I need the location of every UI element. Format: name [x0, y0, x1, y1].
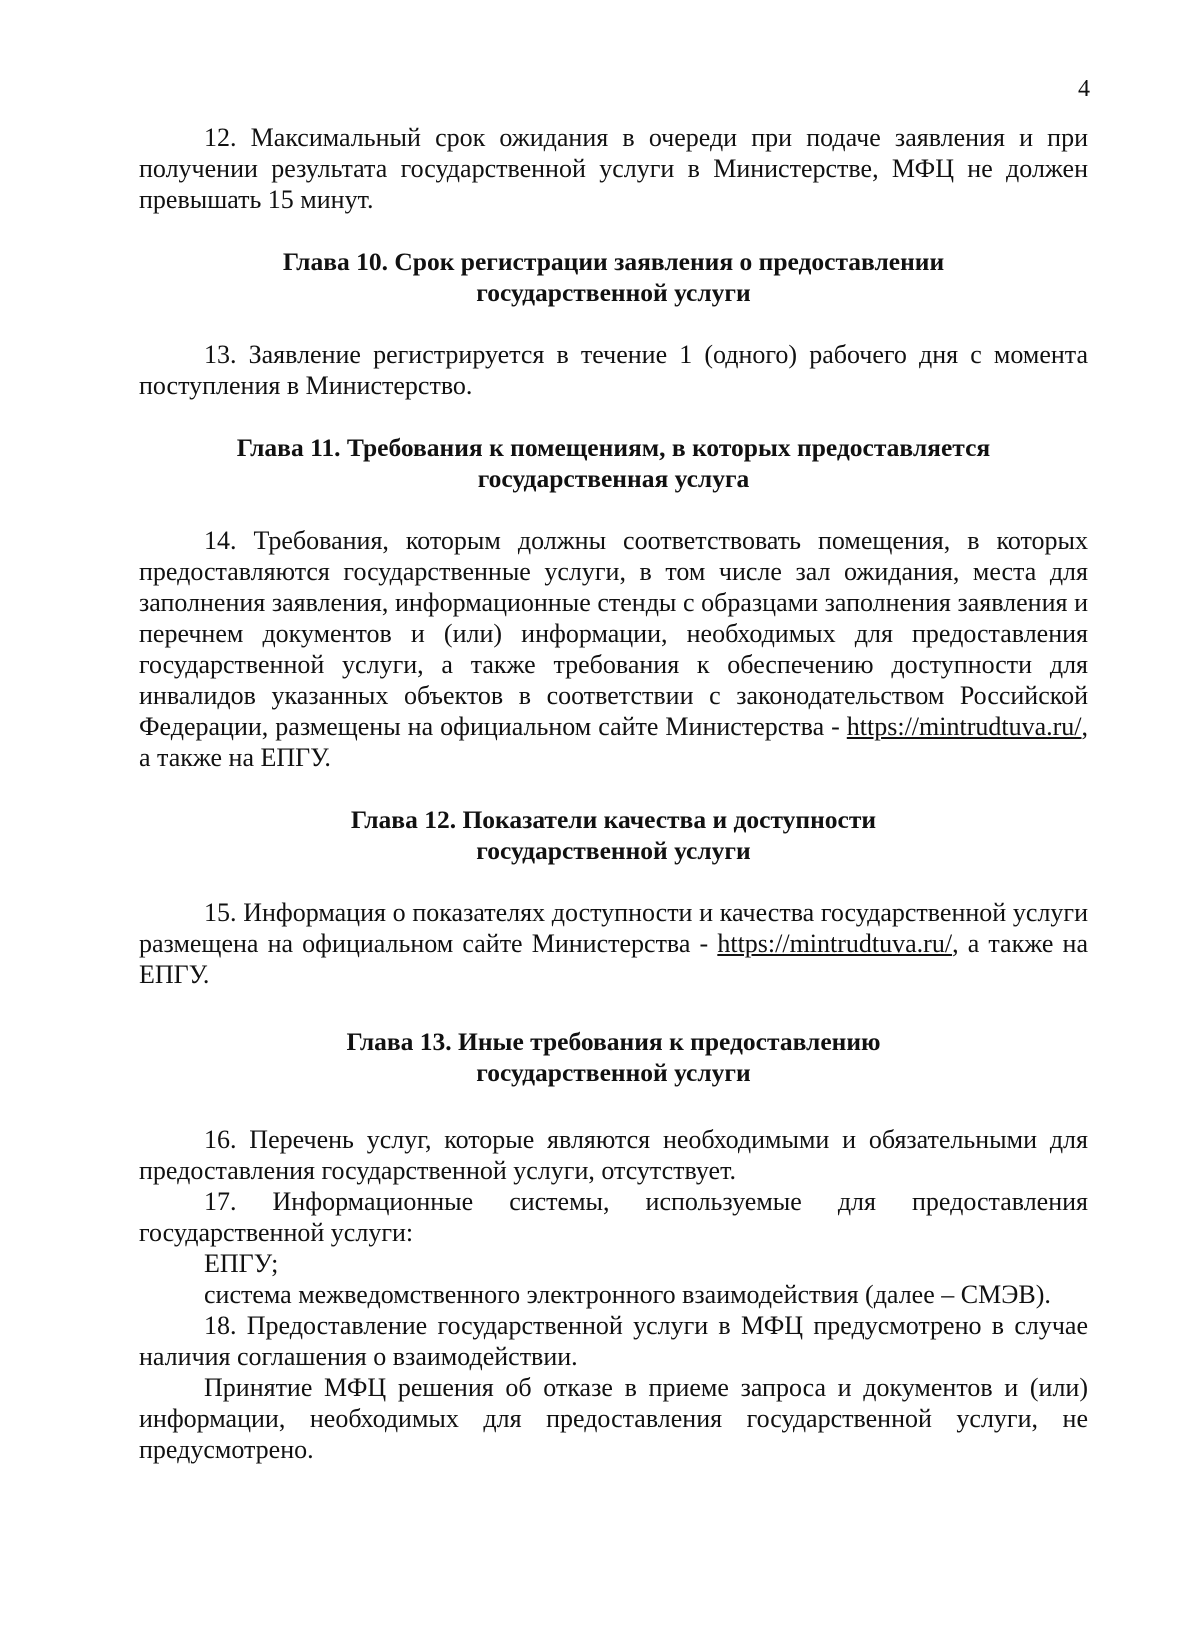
page-number: 4: [1078, 76, 1090, 102]
paragraph-12: 12. Максимальный срок ожидания в очереди при подаче заявления и при получении результата государственной услуги в Министерстве, МФЦ не должен превышать 15 минут.: [139, 123, 1088, 214]
paragraph-17-item-smev: система межведомственного электронного взаимодействия (далее – СМЭВ).: [204, 1280, 1051, 1309]
paragraph-15-tail: , а также на ЕПГУ.: [139, 929, 1088, 989]
paragraph-14-tail: , а также на ЕПГУ.: [139, 712, 1088, 772]
paragraph-16: 16. Перечень услуг, которые являются необходимыми и обязательными для предоставления государственной услуги, отсутствует.: [139, 1125, 1088, 1185]
chapter-12-heading-line2: государственной услуги: [476, 836, 751, 865]
chapter-12-heading-line1: Глава 12. Показатели качества и доступности: [350, 805, 877, 834]
chapter-13-heading: [139, 1026, 1088, 1088]
chapter-10-heading-line1: Глава 10. Срок регистрации заявления о предоставлении: [282, 247, 945, 276]
chapter-11-heading-line2: государственная услуга: [477, 464, 750, 493]
paragraph-17-item-epgu: ЕПГУ;: [204, 1249, 279, 1278]
paragraph-18-second: Принятие МФЦ решения об отказе в приеме запроса и документов и (или) информации, необходимых для предоставления государственной услуги, не предусмотрено.: [139, 1373, 1088, 1464]
paragraph-14: [139, 525, 1088, 773]
chapter-10-heading-line2: государственной услуги: [476, 278, 751, 307]
paragraph-17: 17. Информационные системы, используемые для предоставления государственной услуги:: [139, 1187, 1088, 1247]
paragraph-15: [139, 897, 1088, 990]
ministry-website-link-2[interactable]: https://mintrudtuva.ru/: [717, 929, 953, 958]
paragraph-14-text: 14. Требования, которым должны соответствовать помещения, в которых предоставляются государственные услуги, в том числе зал ожидания, места для заполнения заявления, информационные стенды с образцами заполнения заявления и перечнем документов и (или) информации, необходимых для предоставления государственной услуги, а также требования к обеспечению доступности для инвалидов указанных объектов в соответствии с законодательством Российской Федерации, размещены на официальном сайте Министерства -: [139, 526, 1088, 741]
chapter-10-heading: [139, 246, 1088, 308]
chapter-13-heading-line1: Глава 13. Иные требования к предоставлению: [346, 1027, 881, 1056]
document-body: [139, 122, 1088, 1465]
ministry-website-link[interactable]: https://mintrudtuva.ru/: [846, 712, 1082, 741]
chapter-11-heading-line1: Глава 11. Требования к помещениям, в которых предоставляется: [236, 433, 991, 462]
chapter-13-heading-line2: государственной услуги: [476, 1058, 751, 1087]
chapter-11-heading: [139, 432, 1088, 494]
chapter-12-heading: [139, 804, 1088, 866]
paragraph-13: 13. Заявление регистрируется в течение 1 (одного) рабочего дня с момента поступления в Министерство.: [139, 340, 1088, 400]
paragraph-15-text: 15. Информация о показателях доступности и качества государственной услуги размещена на официальном сайте Министерства -: [139, 898, 1088, 958]
paragraph-18: 18. Предоставление государственной услуги в МФЦ предусмотрено в случае наличия соглашения о взаимодействии.: [139, 1311, 1088, 1371]
